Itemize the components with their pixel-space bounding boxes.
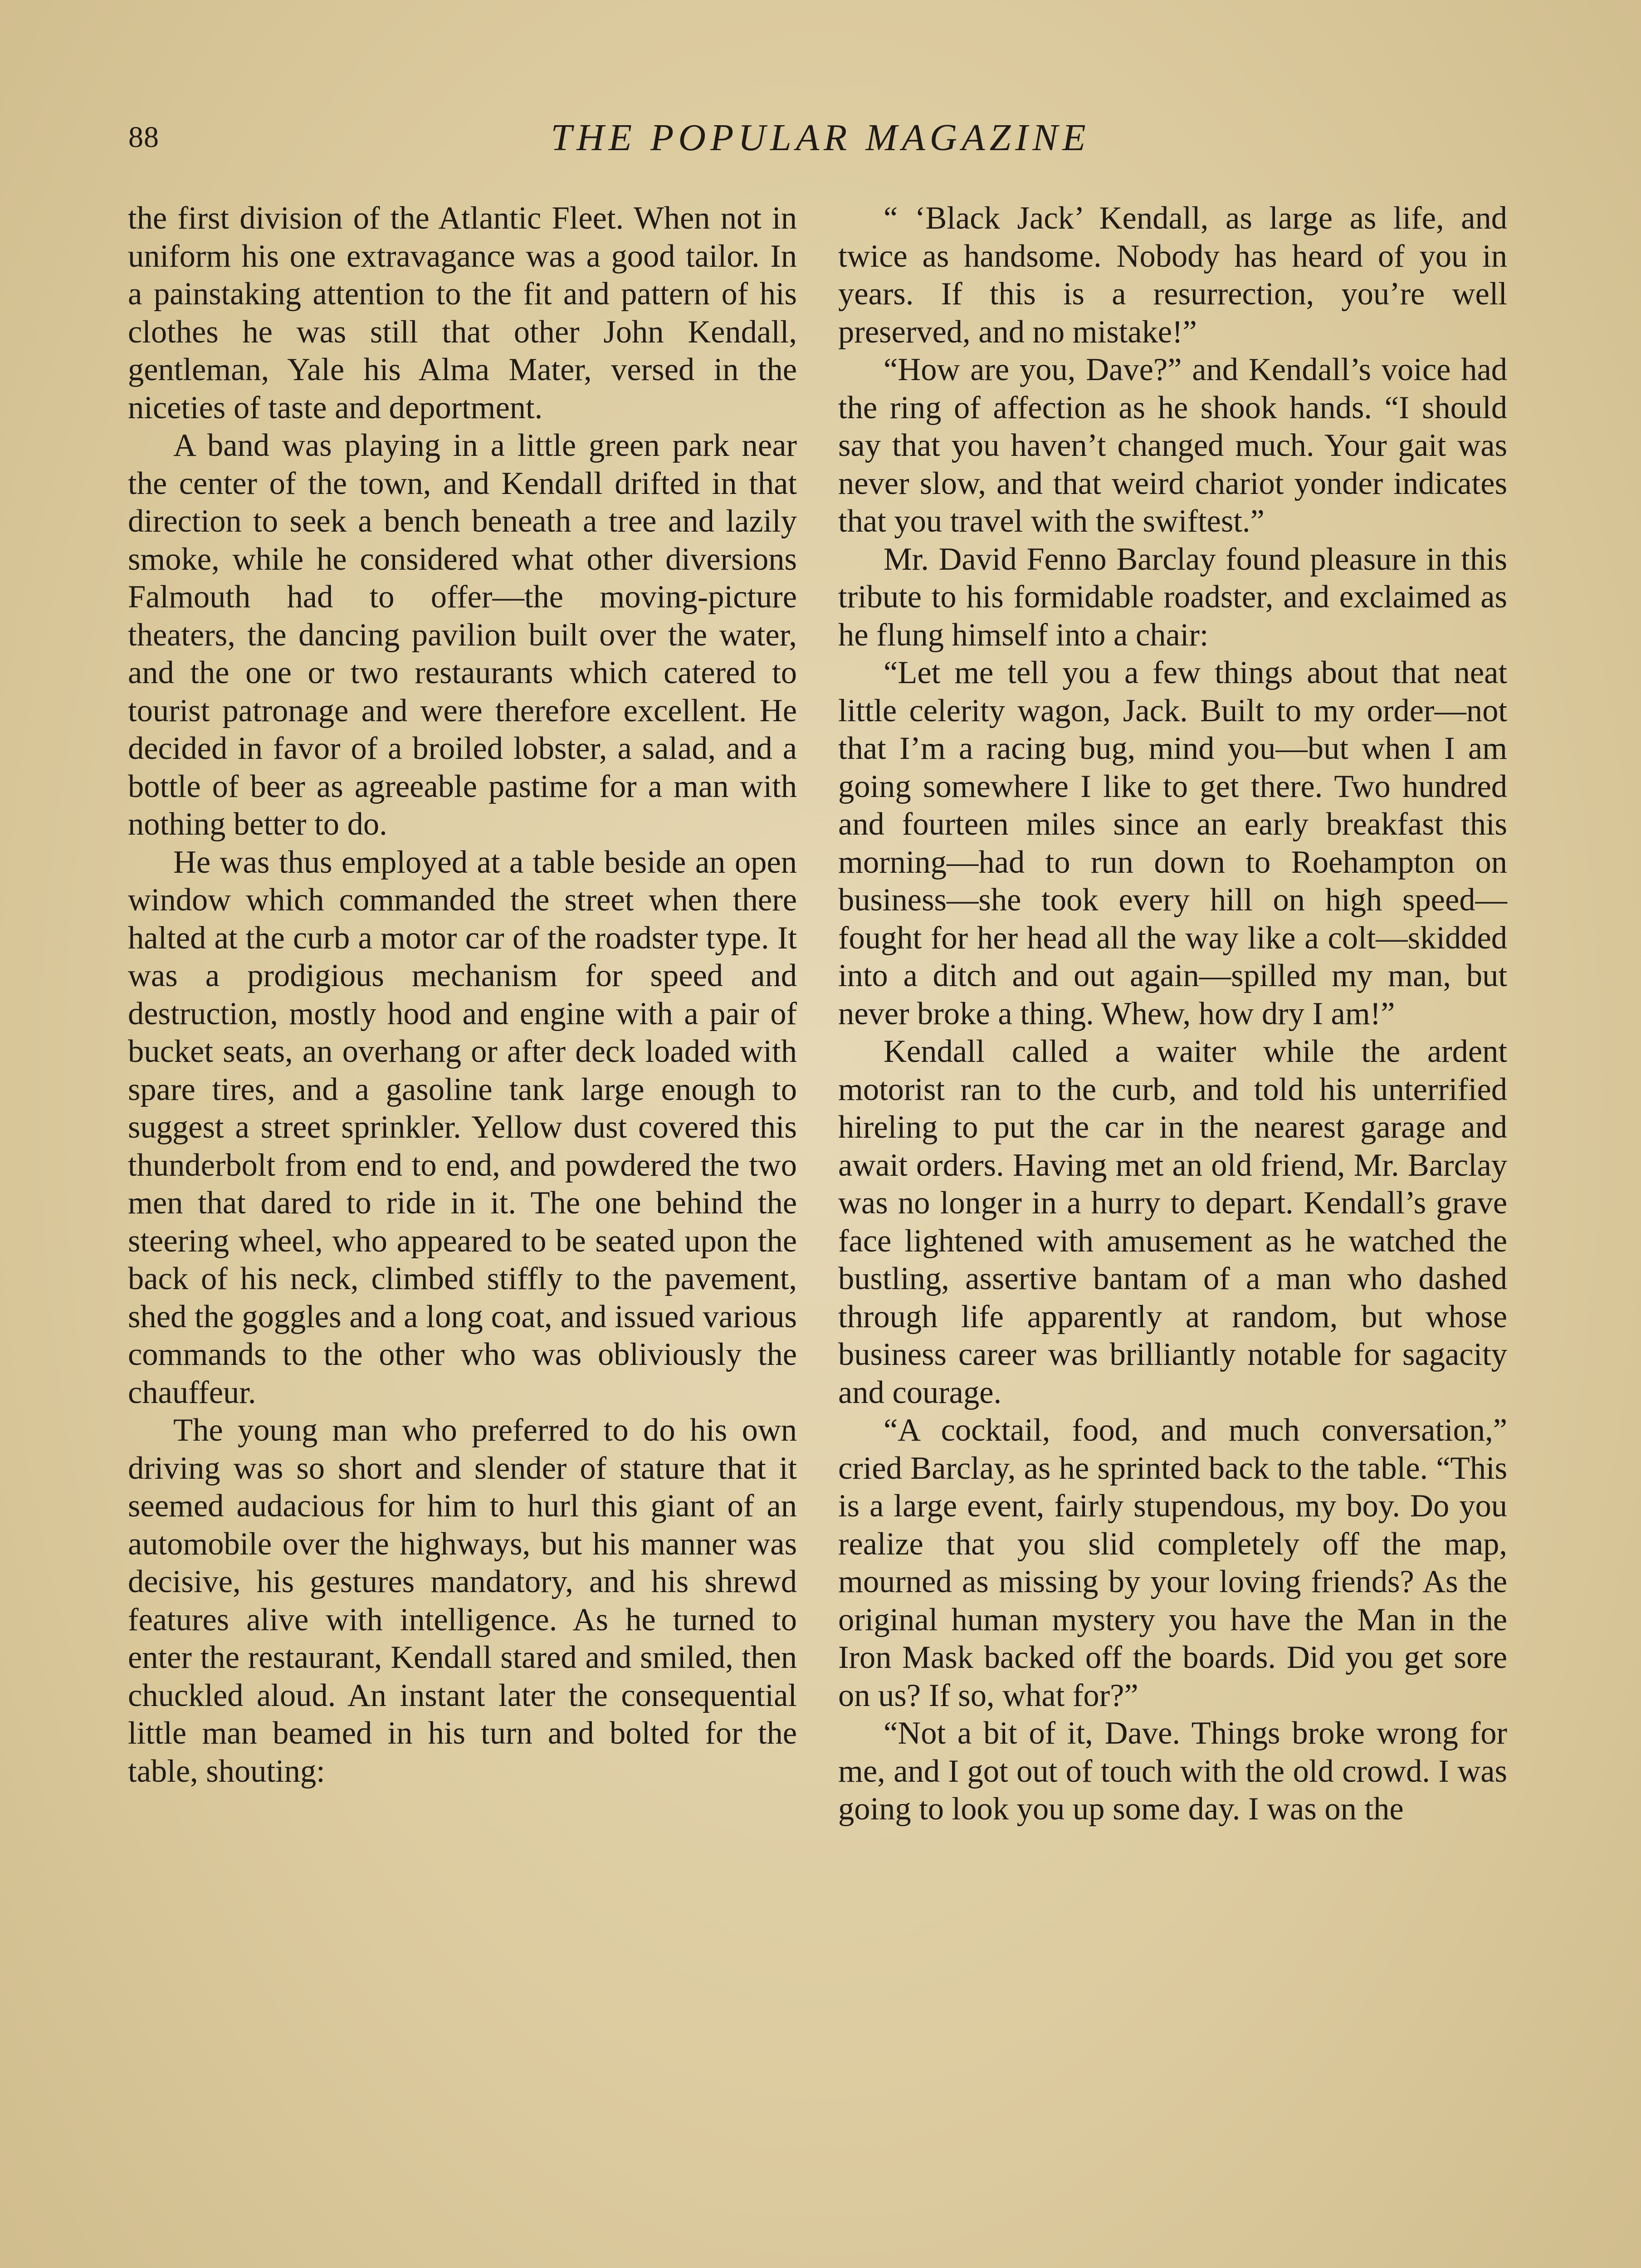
paragraph: Mr. David Fenno Barclay found pleasure in this tribute to his formidable roadster, and exclaimed as he flung himself into a chair: (838, 541, 1507, 653)
paragraph: The young man who preferred to do his own driving was so short and slender of stature that it seemed audacious for him to hurl this giant of an automobile over the highways, but his manner was decisive, his gestures mandatory, and his shrewd features alive with intelligence. As he turned to enter the restaurant, Kendall stared and smiled, then chuckled aloud. An instant later the consequential little man beamed in his turn and bolted for the table, shouting: (128, 1413, 797, 1789)
paragraph: “ ‘Black Jack’ Kendall, as large as life, and twice as handsome. Nobody has heard of you in years. If this is a resurrection, you’re well preserved, and no mistake!” (838, 200, 1507, 350)
paragraph: the first division of the Atlantic Fleet. When not in uniform his one extravagance was a good tailor. In a painstaking attention to the fit and pattern of his clothes he was still that other John Kendall, gentleman, Yale his Alma Mater, versed in the niceties of taste and deportment. (128, 200, 797, 425)
text-column-right (838, 200, 1507, 1828)
paragraph: “Not a bit of it, Dave. Things broke wrong for me, and I got out of touch with the old crowd. I was going to look you up some day. I was on the (838, 1716, 1507, 1827)
text-column-left (128, 200, 797, 1790)
paragraph: “How are you, Dave?” and Kendall’s voice had the ring of affection as he shook hands. “I should say that you haven’t changed much. Your gait was never slow, and that weird chariot yonder indicates that you travel with the swiftest.” (838, 352, 1507, 539)
paragraph: “Let me tell you a few things about that neat little celerity wagon, Jack. Built to my order—not that I’m a racing bug, mind you—but when I am going somewhere I like to get there. Two hundred and fourteen miles since an early breakfast this morning—had to run down to Roehampton on business—she took every hill on high speed—fought for her head all the way like a colt—skidded into a ditch and out again—spilled my man, but never broke a thing. Whew, how dry I am!” (838, 655, 1507, 1031)
running-head-title: THE POPULAR MAGAZINE (551, 117, 1090, 159)
paragraph: A band was playing in a little green park near the center of the town, and Kendall drifted in that direction to seek a bench beneath a tree and lazily smoke, while he considered what other diversions Falmouth had to offer—the moving-picture theaters, the dancing pavilion built over the water, and the one or two restaurants which catered to tourist patronage and were therefore excellent. He decided in favor of a broiled lobster, a salad, and a bottle of beer as agreeable pastime for a man with nothing better to do. (128, 428, 797, 842)
paragraph: Kendall called a waiter while the ardent motorist ran to the curb, and told his unterrified hireling to put the car in the nearest garage and await orders. Having met an old friend, Mr. Barclay was no longer in a hurry to depart. Kendall’s grave face lightened with amusement as he watched the bustling, assertive bantam of a man who dashed through life apparently at random, but whose business career was brilliantly notable for sagacity and courage. (838, 1034, 1507, 1410)
paragraph: “A cocktail, food, and much conversation,” cried Barclay, as he sprinted back to the table. “This is a large event, fairly stupendous, my boy. Do you realize that you slid completely off the map, mourned as missing by your loving friends? As the original human mystery you have the Man in the Iron Mask backed off the boards. Did you get sore on us? If so, what for?” (838, 1413, 1507, 1713)
paragraph: He was thus employed at a table beside an open window which commanded the street when there halted at the curb a motor car of the roadster type. It was a prodigious mechanism for speed and destruction, mostly hood and engine with a pair of bucket seats, an overhang or after deck loaded with spare tires, and a gasoline tank large enough to suggest a street sprinkler. Yellow dust covered this thunderbolt from end to end, and powdered the two men that dared to ride in it. The one behind the steering wheel, who appeared to be seated upon the back of his neck, climbed stiffly to the pavement, shed the goggles and a long coat, and issued various commands to the other who was obliviously the chauffeur. (128, 844, 797, 1410)
page-number: 88 (128, 121, 159, 154)
